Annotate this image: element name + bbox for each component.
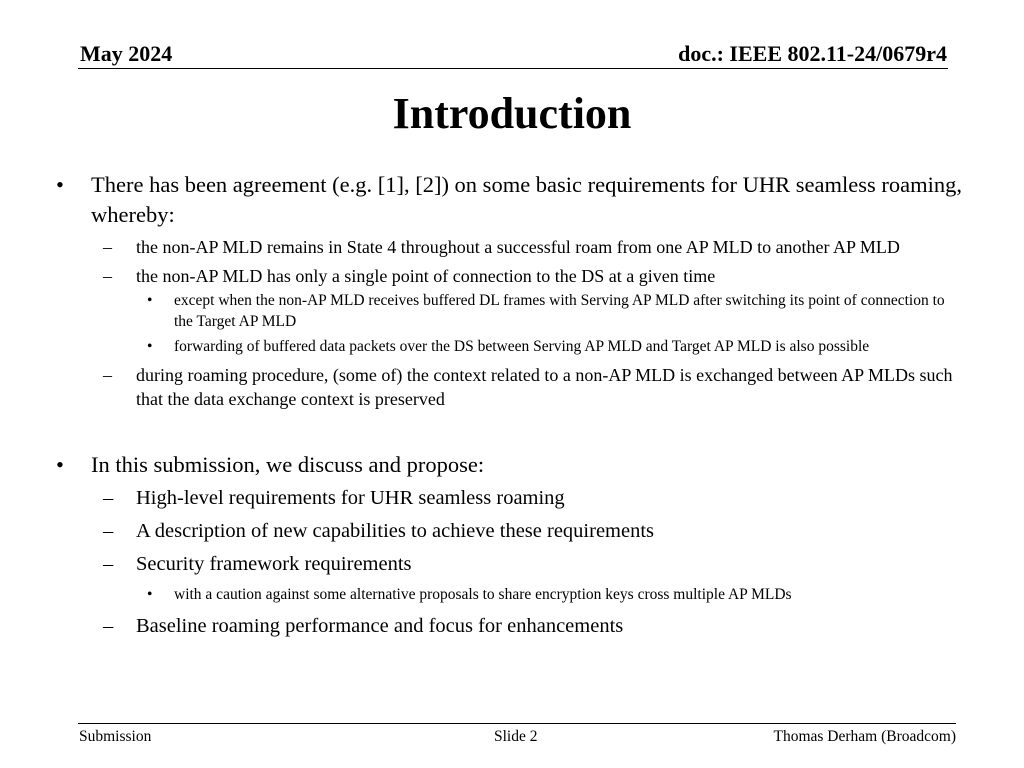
sub-item-single-connection: the non-AP MLD has only a single point of connection to the DS at a given time <box>136 266 716 286</box>
footer-author: Thomas Derham (Broadcom) <box>773 728 956 745</box>
header-doc-id: doc.: IEEE 802.11-24/0679r4 <box>678 41 947 66</box>
sub-sub-bullet-marker: • <box>147 586 153 603</box>
header-date: May 2024 <box>80 41 173 66</box>
dash-marker: – <box>103 615 114 637</box>
dash-marker: – <box>103 487 114 509</box>
dash-marker: – <box>103 266 112 286</box>
sub-item-state4: the non-AP MLD remains in State 4 throughout a successful roam from one AP MLD to another AP MLD <box>136 237 900 257</box>
dash-marker: – <box>103 553 114 575</box>
sub-sub-bullet-marker: • <box>147 292 153 309</box>
footer-slide-number: Slide 2 <box>494 728 538 745</box>
dash-marker: – <box>103 365 112 385</box>
sub-sub-item-buffered-dl: except when the non-AP MLD receives buffered DL frames with Serving AP MLD after switching its point of connection to the Target AP MLD <box>174 292 945 330</box>
bullet-marker: • <box>56 172 64 197</box>
slide-title: Introduction <box>392 89 632 138</box>
footer-submission: Submission <box>79 728 152 745</box>
sub-sub-item-caution: with a caution against some alternative proposals to share encryption keys cross multiple AP MLDs <box>174 586 792 603</box>
sub-item-new-capabilities: A description of new capabilities to achieve these requirements <box>136 520 655 542</box>
bullet-text-agreement: There has been agreement (e.g. [1], [2]) on some basic requirements for UHR seamless roaming, whereby: <box>91 172 962 227</box>
bullet-text-submission: In this submission, we discuss and propose: <box>91 452 485 477</box>
bullet-marker: • <box>56 452 64 477</box>
sub-sub-item-forwarding: forwarding of buffered data packets over the DS between Serving AP MLD and Target AP MLD is also possible <box>174 338 870 355</box>
dash-marker: – <box>103 237 112 257</box>
sub-item-context-exchange: during roaming procedure, (some of) the context related to a non-AP MLD is exchanged between AP MLDs such that the data exchange context is preserved <box>136 365 953 409</box>
dash-marker: – <box>103 520 114 542</box>
sub-sub-bullet-marker: • <box>147 338 153 355</box>
footer-divider <box>78 723 956 724</box>
sub-item-high-level-requirements: High-level requirements for UHR seamless roaming <box>136 487 565 509</box>
header-divider <box>78 68 948 69</box>
sub-item-baseline-performance: Baseline roaming performance and focus for enhancements <box>136 615 624 637</box>
sub-item-security-framework: Security framework requirements <box>136 553 412 575</box>
